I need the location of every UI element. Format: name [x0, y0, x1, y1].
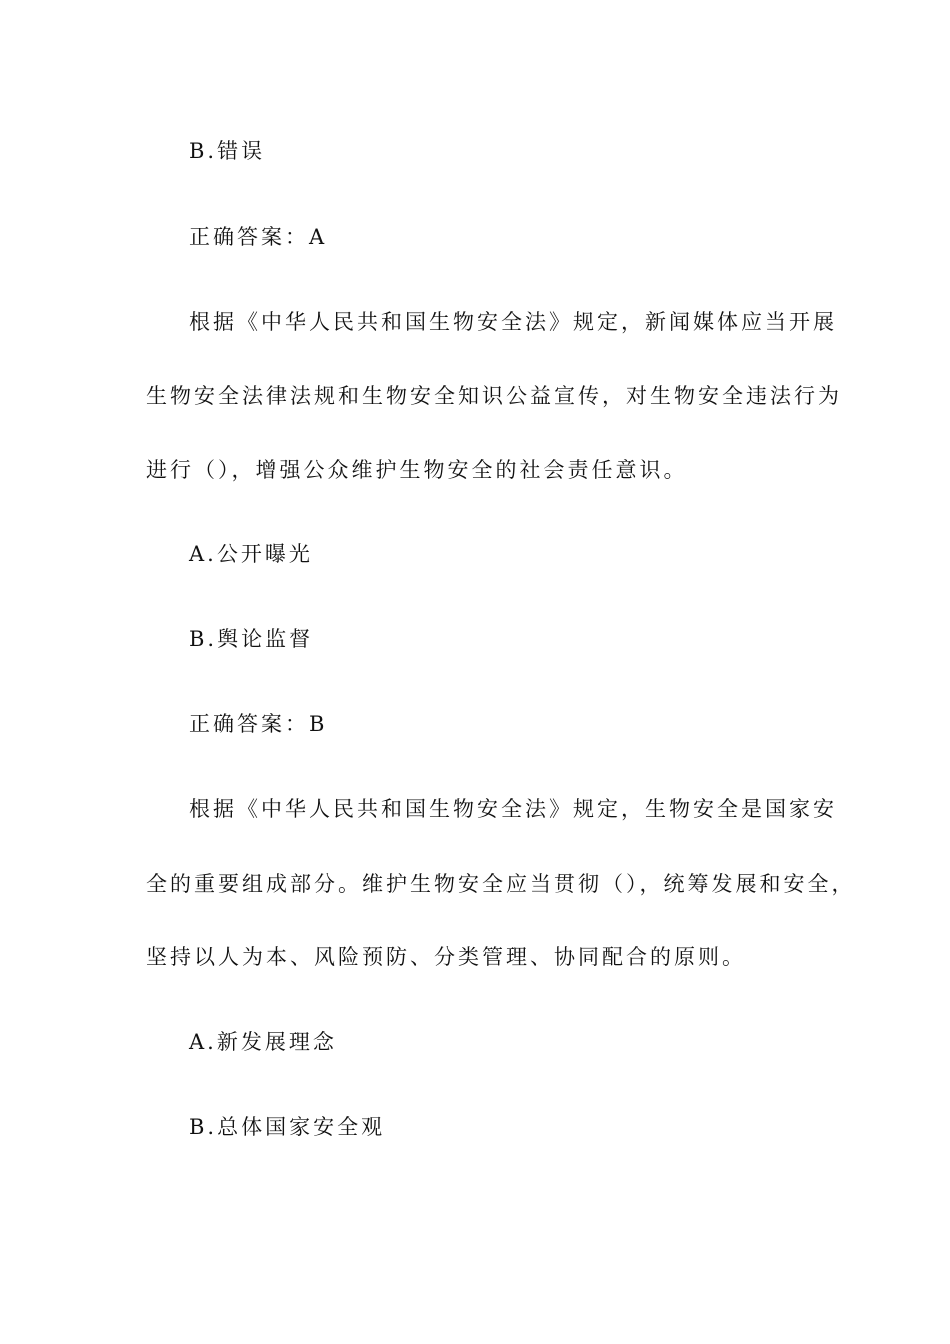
correct-answer: 正确答案：B [189, 712, 328, 736]
option-b: B.舆论监督 [189, 627, 314, 651]
option-b: B.总体国家安全观 [189, 1115, 386, 1139]
option-b: B.错误 [189, 139, 266, 163]
option-a: A.新发展理念 [189, 1030, 337, 1054]
option-a: A.公开曝光 [189, 542, 313, 566]
question-text-line: 根据《中华人民共和国生物安全法》规定，新闻媒体应当开展 [189, 310, 837, 334]
correct-answer: 正确答案：A [189, 225, 328, 249]
question-text-line: 根据《中华人民共和国生物安全法》规定，生物安全是国家安 [189, 797, 837, 821]
question-text-line: 全的重要组成部分。维护生物安全应当贯彻（），统筹发展和安全， [146, 872, 856, 896]
question-text-line: 坚持以人为本、风险预防、分类管理、协同配合的原则。 [146, 945, 746, 969]
question-text-line: 进行（），增强公众维护生物安全的社会责任意识。 [146, 458, 688, 482]
question-text-line: 生物安全法律法规和生物安全知识公益宣传，对生物安全违法行为 [146, 384, 842, 408]
